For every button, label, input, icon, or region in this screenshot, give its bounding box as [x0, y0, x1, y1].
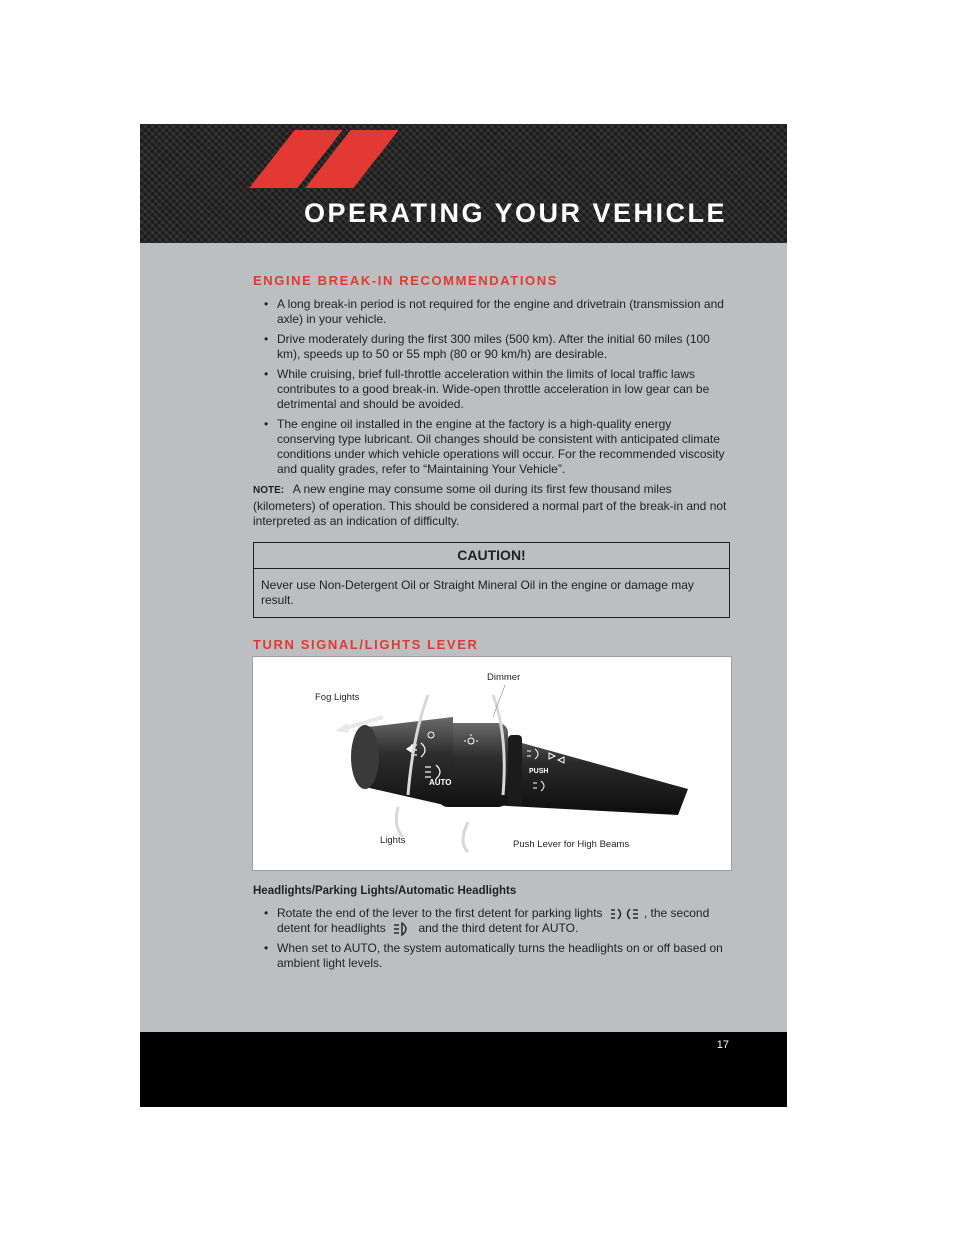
headlights-text: , the second detent for headlights: [277, 906, 710, 935]
lever-collar: [508, 735, 522, 805]
caution-text: Never use Non-Detergent Oil or Straight Mineral Oil in the engine or damage may result.: [261, 578, 694, 607]
rotate-arrow-icon: [396, 807, 403, 837]
list-item: [264, 906, 729, 936]
headlights-icon: [393, 922, 411, 936]
headlights-subheading: Headlights/Parking Lights/Automatic Headlights: [253, 885, 517, 897]
note-text: A new engine may consume some oil during its first few thousand miles (kilometers) of operation. This should be considered a normal part of the break-in and not interpreted as an indication of difficulty.: [253, 482, 727, 528]
list-item: • When set to AUTO, the system automatically turns the headlights on or off based on ambient light levels.: [264, 941, 729, 971]
caution-box: [253, 542, 730, 618]
parking-lights-icon: [610, 907, 640, 921]
dimmer-label: Dimmer: [487, 672, 521, 683]
auto-stalk-label: AUTO: [429, 778, 452, 787]
lever-illustration: [253, 657, 731, 870]
note-label: NOTE:: [253, 485, 285, 496]
headlights-list: [264, 906, 729, 976]
list-item: • Drive moderately during the first 300 miles (500 km). After the initial 60 miles (100 km), speeds up to 50 or 55 mph (80 or 90 km/h) are desirable.: [264, 332, 729, 362]
push-high-beams-label: Push Lever for High Beams: [513, 839, 630, 850]
list-item: • A long break-in period is not required for the engine and drivetrain (transmission and axle) in your vehicle.: [264, 297, 729, 327]
fog-arrow-head: [335, 723, 349, 733]
lever-end-face: [351, 725, 379, 789]
push-stalk-label: PUSH: [529, 768, 549, 775]
rotate-arrow-icon: [463, 822, 468, 852]
note-paragraph: [253, 482, 733, 530]
auto-text: and the third detent for AUTO.: [418, 921, 579, 935]
header-banner: [140, 124, 787, 243]
section-title-engine-break-in: ENGINE BREAK-IN RECOMMENDATIONS: [253, 273, 559, 288]
page-title: OPERATING YOUR VEHICLE: [303, 198, 727, 228]
list-item: • While cruising, brief full-throttle acceleration within the limits of local traffic laws contributes to a good break-in. Wide-open throttle acceleration in low gear can be detrimental and should be avoided.: [264, 367, 729, 412]
section-title-turn-signal: TURN SIGNAL/LIGHTS LEVER: [253, 637, 479, 652]
lights-label: Lights: [380, 835, 406, 846]
manual-page: [140, 124, 787, 1107]
turn-signal-lever-figure: [252, 656, 732, 871]
parking-lights-text: Rotate the end of the lever to the first detent for parking lights: [277, 906, 603, 920]
break-in-list: [264, 297, 729, 482]
list-item: • The engine oil installed in the engine at the factory is a high-quality energy conserving type lubricant. Oil changes should be consistent with anticipated climate conditions under which vehicle operations will occur. For the recommended viscosity and quality grades, refer to “Maintaining Your Vehicle”.: [264, 417, 729, 477]
page-number: 17: [716, 1039, 729, 1051]
fog-lights-label: Fog Lights: [315, 692, 360, 703]
caution-title: CAUTION!: [254, 543, 729, 569]
page-footer: [140, 1032, 787, 1107]
